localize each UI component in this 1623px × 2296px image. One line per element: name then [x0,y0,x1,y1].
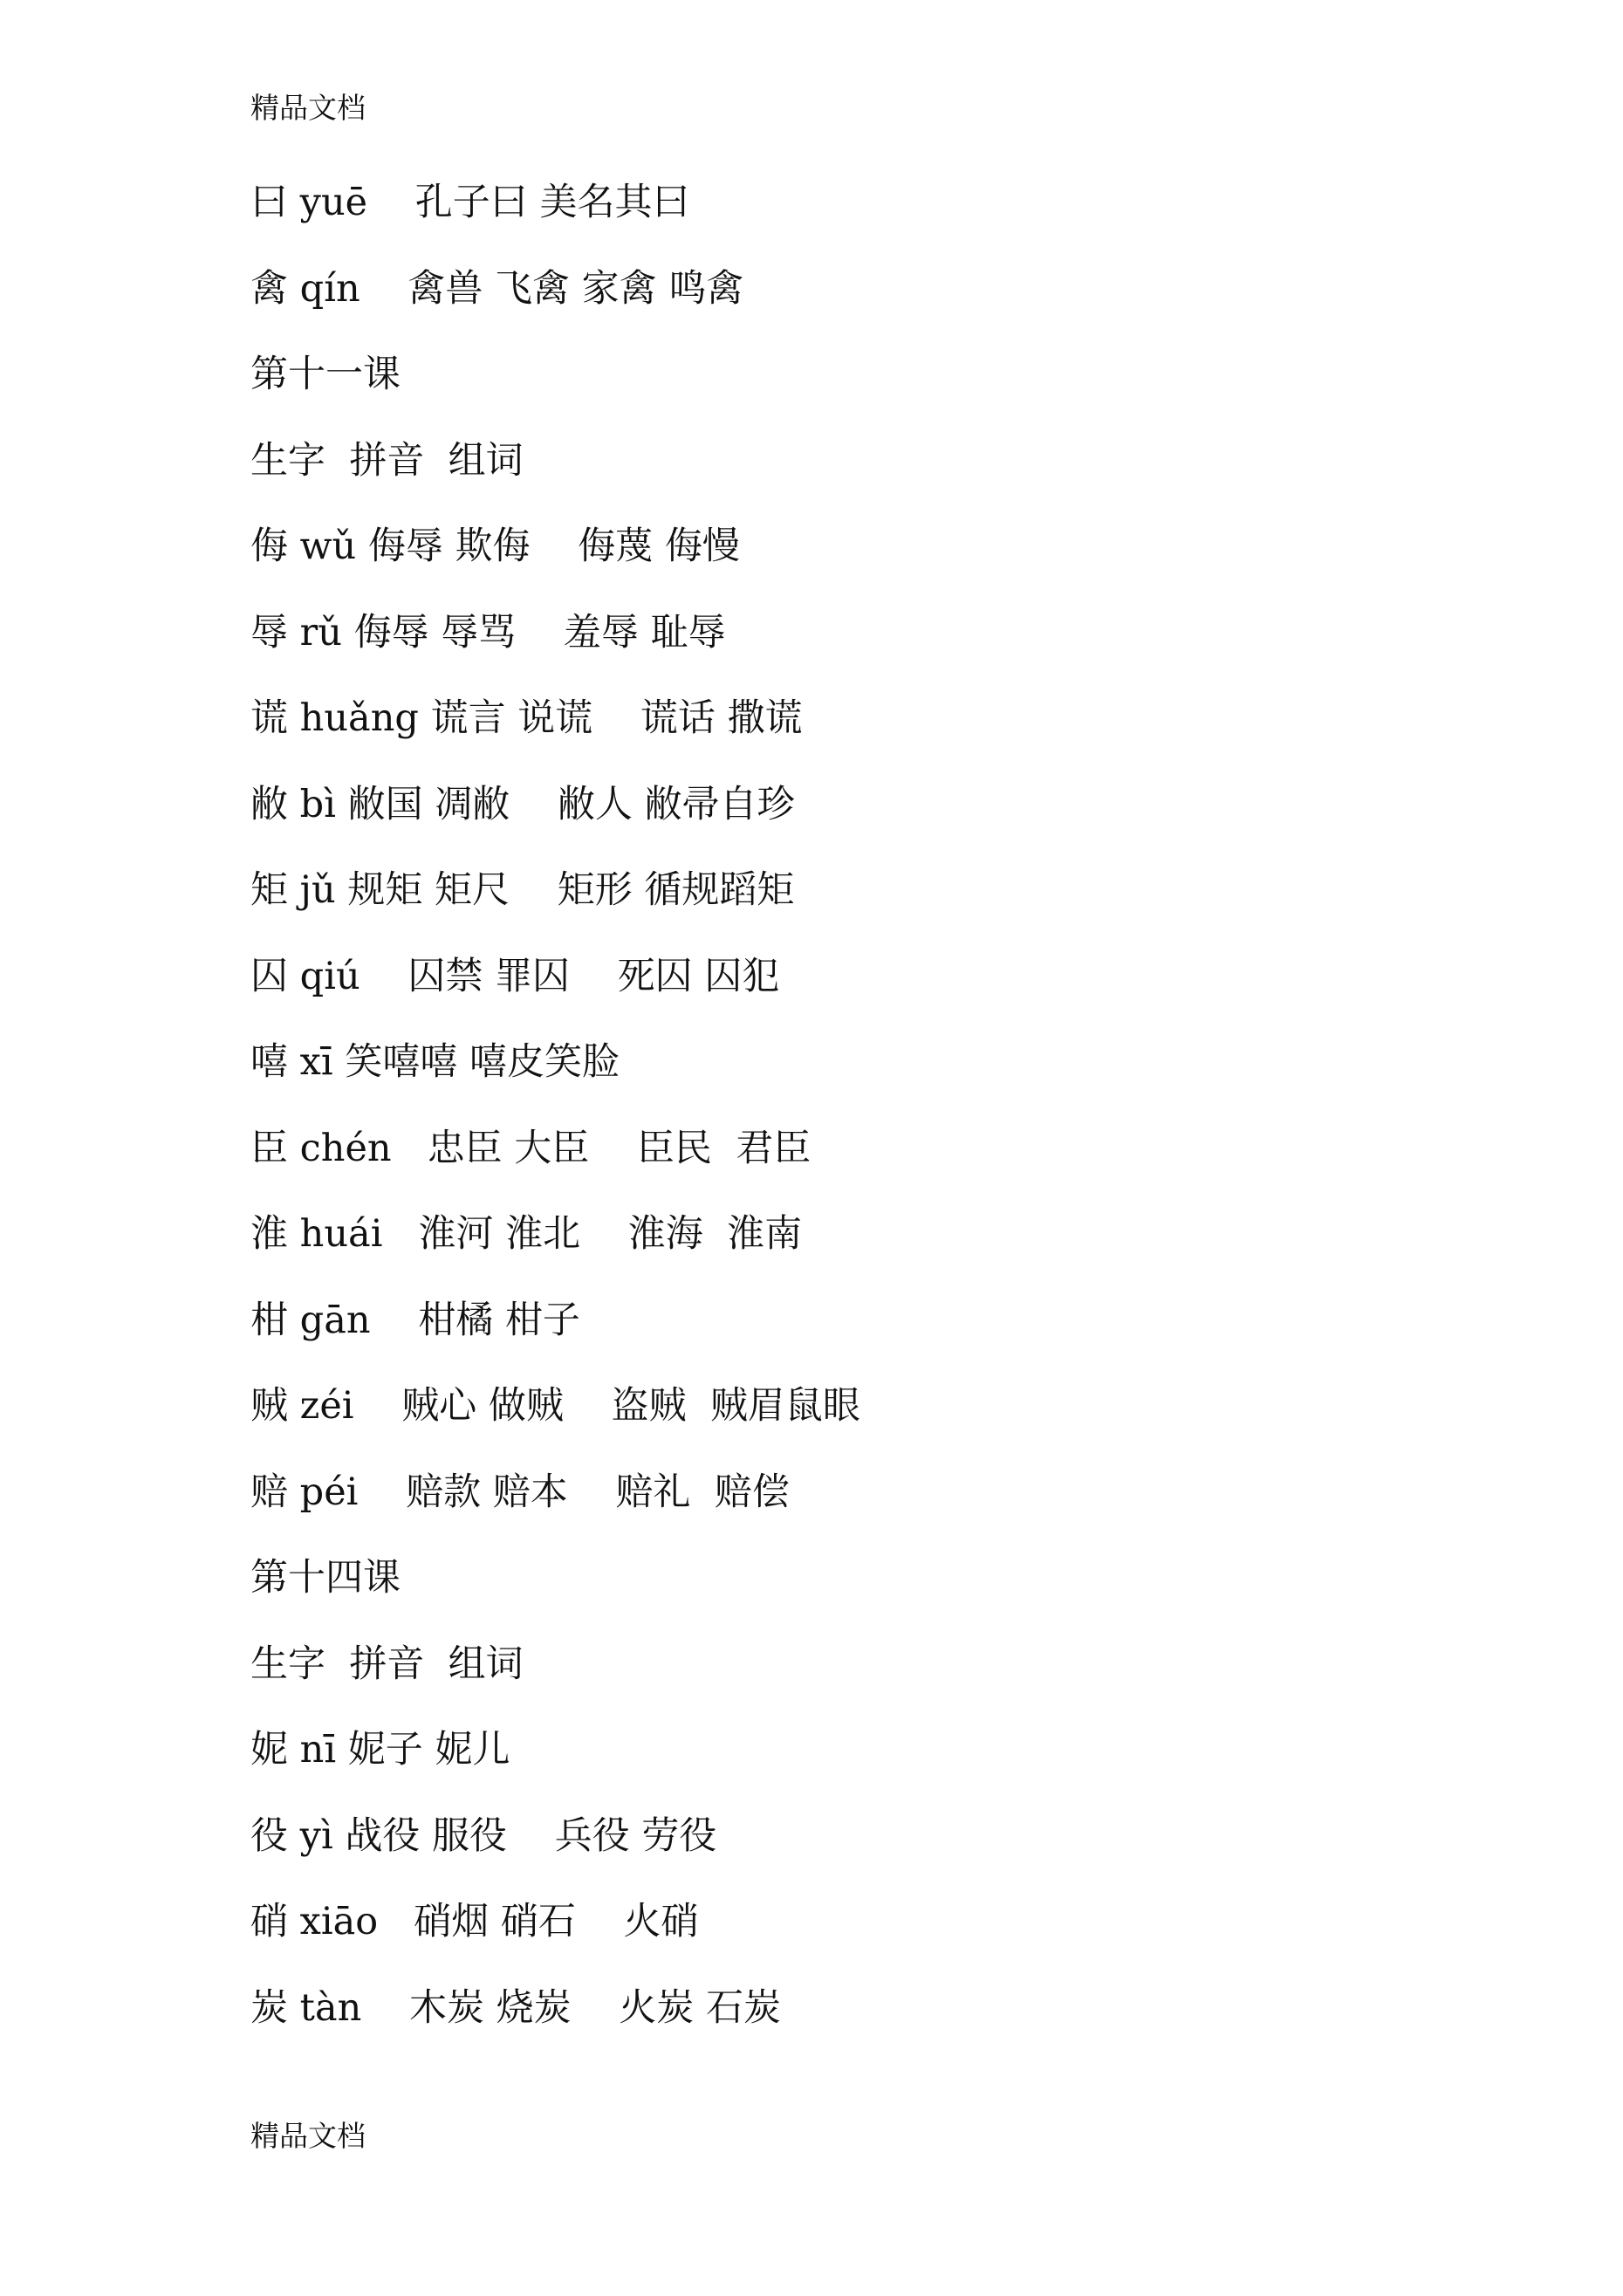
text-line: 臣 chén 忠臣 大臣 臣民 君臣 [250,1126,812,1170]
text-line: 辱 rǔ 侮辱 辱骂 羞辱 耻辱 [250,610,726,655]
text-line: 矩 jǔ 规矩 矩尺 矩形 循规蹈矩 [250,868,795,912]
lesson-heading: 第十一课 [250,353,401,396]
text-line: 侮 wǔ 侮辱 欺侮 侮蔑 侮慢 [250,524,740,568]
text-line: 淮 huái 淮河 淮北 淮海 淮南 [250,1212,803,1256]
column-heading: 生字 拼音 组词 [250,438,524,483]
text-line: 柑 gān 柑橘 柑子 [250,1298,580,1342]
text-line: 妮 nī 妮子 妮儿 [250,1728,510,1772]
text-line: 禽 qín 禽兽 飞禽 家禽 鸣禽 [250,266,744,311]
page-footer: 精品文档 [250,2119,366,2153]
text-line: 硝 xiāo 硝烟 硝石 火硝 [250,1900,699,1943]
text-line: 谎 huǎng 谎言 说谎 谎话 撒谎 [250,696,803,740]
text-line: 炭 tàn 木炭 烧炭 火炭 石炭 [250,1985,781,2030]
text-line: 敝 bì 敝国 凋敝 敝人 敝帚自珍 [250,782,795,826]
text-line: 曰 yuē 孔子曰 美名其曰 [250,181,690,224]
text-line: 囚 qiú 囚禁 罪囚 死囚 囚犯 [250,954,780,998]
page-header: 精品文档 [250,91,366,125]
column-heading: 生字 拼音 组词 [250,1641,524,1686]
text-line: 役 yì 战役 服役 兵役 劳役 [250,1813,717,1858]
text-line: 赔 péi 赔款 赔本 赔礼 赔偿 [250,1470,790,1514]
text-line: 嘻 xī 笑嘻嘻 嘻皮笑脸 [250,1040,620,1084]
vocabulary-list [250,176,1472,2067]
text-line: 贼 zéi 贼心 做贼 盗贼 贼眉鼠眼 [250,1384,860,1428]
lesson-heading: 第十四课 [250,1556,401,1600]
